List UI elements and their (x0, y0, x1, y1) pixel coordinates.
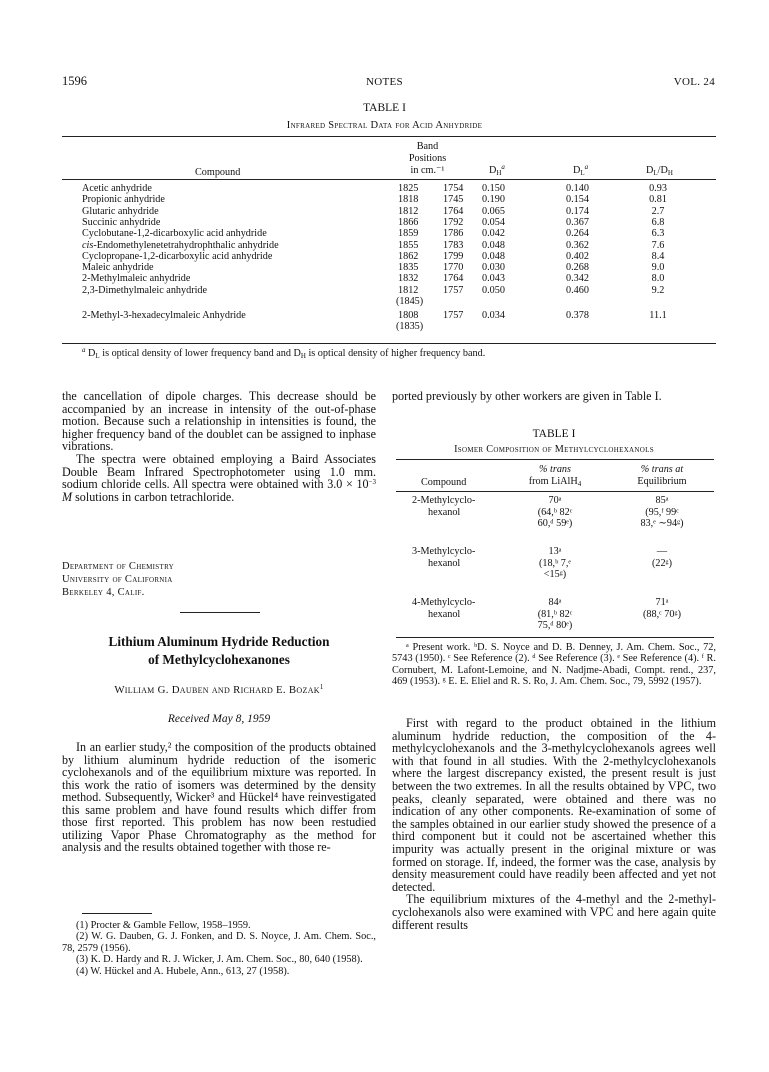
table2-header-trans: % trans (539, 464, 571, 475)
table1-cell-dl: 0.154 (566, 194, 589, 206)
table1-cell-dl: 0.140 (566, 183, 589, 194)
footnote-3: (3) K. D. Hardy and R. J. Wicker, J. Am. Chem. Soc., 80, 640 (1958). (76, 954, 363, 966)
table1-cell-dh: 0.043 (482, 273, 505, 285)
table2-cell-lialh4: (18,ᵇ 7,ᵉ (538, 557, 572, 569)
table1-cell-dh: 0.150 (482, 183, 505, 194)
table1-cell-ratio: 11.1 (649, 309, 667, 321)
article-title-line1: Lithium Aluminum Hydride Reduction (108, 634, 330, 649)
table1-cell-band1: 1859 (398, 228, 419, 240)
authors: William G. Dauben and Richard E. Bozak$^1$ (114, 683, 324, 696)
table1-cell-dh: 0.054 (482, 216, 505, 228)
table2-header-compound: Compound (421, 477, 467, 488)
table2-cell-lialh4: 84ᵃ (548, 597, 562, 608)
table1-cell-compound: Cyclopropane-1,2-dicarboxylic acid anhydride (82, 250, 273, 262)
table1-cell-dl: 0.378 (566, 309, 589, 321)
table1-cell-band1: 1818 (398, 194, 419, 206)
table2-cell-compound: 3-Methylcyclo- (412, 546, 476, 557)
table2-cell-compound-2: hexanol (428, 506, 461, 518)
table1-cell-band2: 1783 (443, 239, 464, 251)
table1-cell-band1: 1825 (398, 183, 419, 194)
table1-cell-dl: 0.402 (566, 250, 589, 262)
footnote-rule (82, 913, 152, 914)
table1-cell-band2: 1764 (443, 273, 464, 285)
table2-cell-lialh4: 13ᵃ (548, 546, 562, 557)
table1-header-band-1: Band (416, 141, 439, 152)
page-number: 1596 (62, 74, 87, 88)
table1-cell-band2: 1764 (443, 205, 464, 217)
table1-cell-band2: 1799 (443, 250, 464, 262)
table2-cell-equilibrium: (95,ᶠ 99ᶜ (645, 506, 679, 518)
table1-cell-dl: 0.342 (566, 273, 589, 285)
table1-header-dh: $D_H^a$ (489, 163, 505, 177)
article-title-line2: of Methylcyclohexanones (148, 652, 290, 667)
table1-header-dl: $D_L^a$ (573, 163, 589, 177)
table1-cell-dl: 0.367 (566, 216, 589, 228)
table2-cell-equilibrium: — (656, 546, 668, 557)
paragraph-intro: In an earlier study,² the composition of the products obtained by lithium aluminum hydride reduction of the isomeric cyclohexanols and of the equilibrium mixture was reported. In this work the ratio of isomers was determined by the density method. Subsequently, Wicker³ and Hückel⁴ have reinvestigated this same problem and have found results which differ from those first reported. This problem has now been restudied utilizing Vapor Phase Chromatography as the method for analysis and the results obtained together with those re- (62, 740, 376, 854)
table1-cell-band1: 1812 (398, 284, 419, 296)
table1-cell-ratio: 2.7 (651, 205, 665, 217)
table1-bottom-rule (62, 343, 716, 344)
table1-cell-dl: 0.174 (566, 205, 589, 217)
affiliation-city: Berkeley 4, Calif. (62, 586, 145, 598)
table2-cell-compound: 2-Methylcyclo- (412, 495, 476, 506)
table2-cell-lialh4: <15ᵍ) (543, 569, 567, 580)
table1-cell-band2: 1757 (443, 309, 464, 321)
table1-cell-ratio: 6.8 (651, 216, 665, 228)
table1-cell-dl: 0.264 (566, 228, 589, 240)
table1-cell-dh: 0.042 (482, 228, 505, 240)
affiliation-univ: University of California (62, 573, 173, 585)
intro-paragraph-block (62, 741, 376, 854)
paragraph-spectra: The spectra were obtained employing a Baird Associates Double Beam Infrared Spectrophotometer using 1.0 mm. sodium chloride cells. All spectra were obtained with $3.0 \times 10^{-3}$ M solutions in carbon tetrachloride. (62, 451, 376, 504)
table1-cell-band2: 1770 (443, 262, 464, 274)
table1-cell-dh: 0.065 (482, 205, 505, 217)
table1-cell-compound: Glutaric anhydride (82, 205, 159, 217)
table1-cell-compound: Acetic anhydride (82, 183, 152, 194)
table1-cell-dl: 0.268 (566, 262, 589, 274)
volume-label: VOL. 24 (673, 76, 715, 88)
table1-cell-band2: 1745 (443, 194, 464, 206)
table1-cell-ratio: 6.3 (651, 228, 665, 240)
table1-cell-dl: 0.460 (566, 284, 589, 296)
table2-cell-lialh4: 70ᵃ (548, 495, 562, 506)
table1-cell-ratio: 9.2 (651, 284, 665, 296)
table2-header-trans-eq: % trans at (640, 464, 684, 475)
table2-cell-equilibrium: (22ᵍ) (651, 557, 673, 569)
table1-cell-ratio: 8.4 (651, 250, 665, 262)
table2-top-rule (396, 459, 714, 460)
table2-header-rule (396, 491, 714, 492)
table1-cell-band2: 1792 (443, 216, 464, 228)
table2-subtitle: Isomer Composition of Methylcyclohexanols (454, 444, 654, 455)
table1-header-band-2: Positions (408, 153, 447, 164)
paragraph-equilibrium: The equilibrium mixtures of the 4-methyl and the 2-methyl-cyclohexanols also were examined with VPC and here again quite different results (392, 892, 716, 932)
table1-cell-compound: Succinic anhydride (82, 216, 161, 228)
table1-cell-dh: 0.030 (482, 262, 505, 274)
table1-cell-band1: 1835 (398, 262, 419, 274)
table2-cell-equilibrium: 71ᵃ (655, 597, 669, 608)
table1-cell-compound: 2-Methyl-3-hexadecylmaleic Anhydride (82, 309, 246, 321)
table1-header-ratio: $D_L/D_H$ (646, 165, 673, 177)
table1-header-compound: Compound (195, 167, 241, 178)
table1-cell-compound: 2-Methylmaleic anhydride (82, 273, 191, 285)
table2-cell-lialh4: (81,ᵇ 82ᶜ (537, 608, 573, 620)
table1-cell-dh: 0.048 (482, 239, 505, 251)
table1-cell-compound: Cyclobutane-1,2-dicarboxylic acid anhydride (82, 228, 267, 240)
table2-cell-equilibrium: (88,ᶜ 70ᵍ) (643, 608, 681, 620)
table1-top-rule (62, 136, 716, 137)
table1-cell-dh: 0.050 (482, 284, 505, 296)
affiliation-dept: Department of Chemistry (62, 561, 175, 572)
paragraph-first-with-regard: First with regard to the product obtained in the lithium aluminum hydride reduction, the composition of the 4-methylcyclohexanols and the 3-methylcyclohexanols agrees well with that found in all studies. With the 2-methylcyclohexanols where the largest discrepancy existed, the present result is just between the two extremes. In all the results obtained by VPC, two peaks, cleanly separated, were obtained and there was no indication of any other components. Re-examination of some of the samples obtained in our earlier study showed the presence of a third component but it could not be ascertained whether this impurity was actually present in the original mixture or was formed on storage. If, indeed, the former was the case, analysis by density measurement could have readily been affected and yet not detected. (392, 716, 716, 894)
footnote-1: (1) Procter & Gamble Fellow, 1958–1959. (76, 920, 251, 931)
footnote-4: (4) W. Hückel and A. Hubele, Ann., 613, 27 (1958). (76, 965, 290, 977)
table1-cell-ratio: 9.0 (651, 262, 665, 274)
table1-cell-band1-alt: (1835) (396, 320, 424, 332)
table1-header-rule (62, 179, 716, 180)
paragraph: the cancellation of dipole charges. This decrease should be accompanied by an increase in intensity of the out-of-phase motion. Because such a relationship in intensities is found, the higher frequency band of the doublet can be assigned to inphase vibrations. (62, 389, 376, 454)
table1-cell-band2: 1754 (443, 183, 464, 194)
table1-cell-band1: 1808 (398, 309, 419, 321)
table1-cell-compound: Maleic anhydride (82, 262, 154, 274)
table1-cell-dh: 0.190 (482, 194, 505, 206)
table2-cell-lialh4: (64,ᵇ 82ᶜ (537, 506, 573, 518)
table2-footnotes: ᵃ Present work. ᵇD. S. Noyce and D. B. Denney, J. Am. Chem. Soc., 72, 5743 (1950). ᶜ See Reference (2). ᵈ See Reference (3). ᵉ See Reference (4). ᶠ R. Cornubert, M. Lafont-Lemoine, and N. Nadjme-Abadi, Compt. rend., 237, 469 (1953). ᵍ E. E. Eliel and R. S. Ro, J. Am. Chem. Soc., 79, 5992 (1957). (392, 642, 716, 688)
footnotes (62, 920, 376, 977)
table2-cell-compound: 4-Methylcyclo- (412, 597, 476, 608)
table2-cell-lialh4: 60,ᵈ 59ᵉ) (537, 518, 573, 529)
table1-cell-ratio: 0.81 (649, 194, 667, 206)
table2-cell-compound-2: hexanol (428, 608, 461, 620)
table1-cell-band1: 1862 (398, 250, 419, 262)
paragraph-ported: ported previously by other workers are given in Table I. (392, 389, 662, 403)
table1-cell-band1: 1832 (398, 273, 419, 285)
left-column (62, 390, 376, 503)
table2-bottom-rule (396, 637, 714, 638)
table1-subtitle: Infrared Spectral Data for Acid Anhydride (286, 120, 483, 131)
table2-header-equilibrium: Equilibrium (637, 476, 687, 487)
affiliation (62, 561, 174, 599)
table1-cell-band2: 1757 (443, 284, 464, 296)
received-date: Received May 8, 1959 (167, 713, 271, 725)
right-column-body (392, 717, 716, 931)
right-column-intro (392, 390, 716, 403)
table2-cell-compound-2: hexanol (428, 557, 461, 569)
table1-cell-compound: 2,3-Dimethylmaleic anhydride (82, 284, 208, 296)
table2-cell-equilibrium: 83,ᵉ ∼94ᵍ) (640, 518, 684, 529)
table1-cell-dl: 0.362 (566, 239, 589, 251)
section-divider (180, 612, 260, 613)
table1-cell-band1: 1812 (398, 205, 419, 217)
table1-cell-dh: 0.034 (482, 309, 505, 321)
table2-cell-lialh4: 75,ᵈ 80ᵉ) (537, 620, 573, 631)
table1-title: TABLE I (363, 102, 406, 114)
table1-cell-ratio: 8.0 (651, 273, 665, 285)
footnote-2: (2) W. G. Dauben, G. J. Fonken, and D. S. Noyce, J. Am. Chem. Soc., 78, 2579 (1956). (62, 931, 376, 954)
table1-cell-ratio: 7.6 (651, 239, 665, 251)
table1-cell-compound: Propionic anhydride (82, 194, 165, 206)
table1-header-band-3: in cm.⁻¹ (410, 165, 445, 176)
table2-header-from: from LiAlH$_4$ (528, 476, 582, 488)
table2-cell-equilibrium: 85ᵃ (655, 495, 669, 506)
table2-title: TABLE I (532, 428, 576, 440)
table1-cell-band1: 1855 (398, 239, 419, 251)
table1-cell-dh: 0.048 (482, 250, 505, 262)
table1-cell-ratio: 0.93 (649, 183, 667, 194)
table1-footnote: $^a$ $D_L$ is optical density of lower frequency band and $D_H$ is optical density of higher frequency band. (82, 346, 486, 360)
running-head: NOTES (366, 76, 403, 88)
table1-cell-band1: 1866 (398, 216, 419, 228)
table1-cell-band1-alt: (1845) (396, 296, 424, 307)
table1-cell-compound: cis-Endomethylenetetrahydrophthalic anhydride (82, 239, 279, 251)
table1-cell-band2: 1786 (443, 228, 464, 240)
article-title (62, 633, 376, 669)
